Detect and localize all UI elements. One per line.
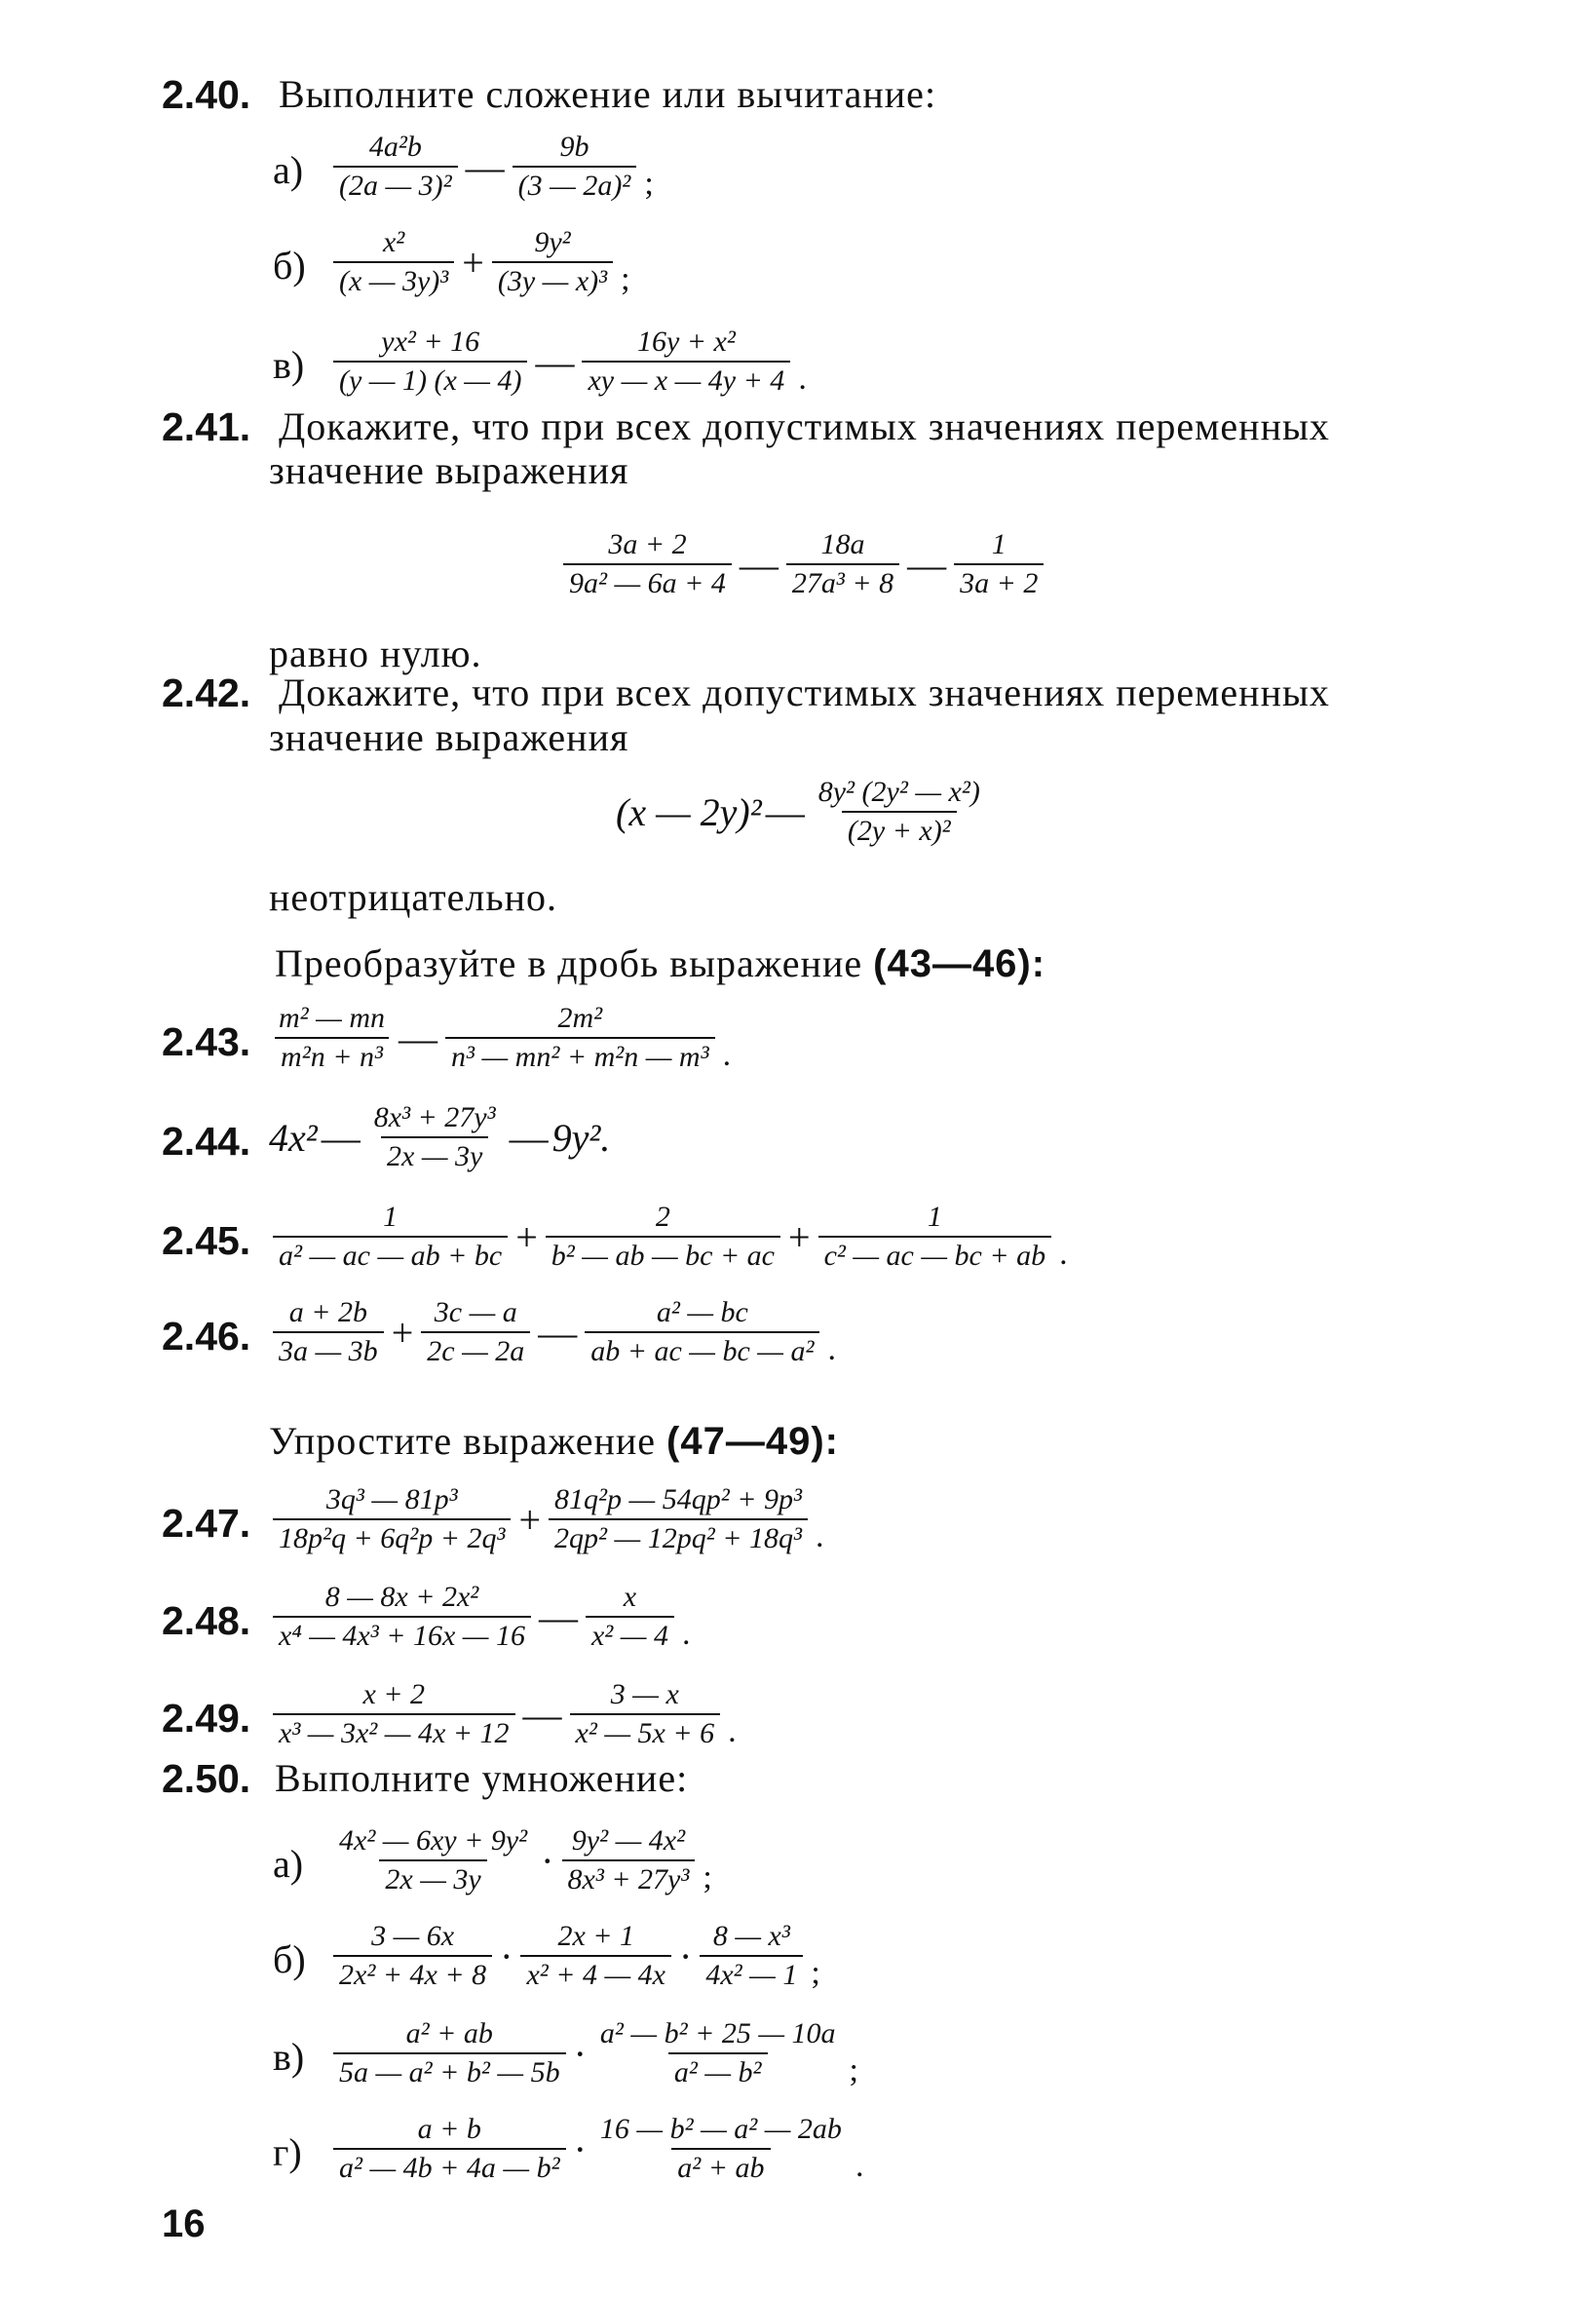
expression: $\frac{a + 2b}{3a — 3b}$ + $\frac{3c — a}{2c — 2a}$ — $\frac{\text{a² — bc}}{\text{ab + ac — bc — a²}}$ . — [269, 1296, 836, 1368]
fraction: $\frac{\text{3q³ — 81p³}}{\text{18p²q + 6q²p + 2q³}}$ — [273, 1483, 511, 1555]
problem-number: 2.45. — [162, 1218, 251, 1263]
fraction: $\frac{\text{2m²}}{\text{n³ — mn² + m²n — m³}}$ — [445, 1002, 715, 1074]
problem-number: 2.44. — [162, 1119, 251, 1164]
fraction: $\frac{x + 2}{\text{x³ — 3x² — 4x + 12}}$ — [273, 1678, 515, 1750]
expression: $\frac{\text{m² — mn}}{\text{m²n + n³}}$ — $\frac{\text{2m²}}{\text{n³ — mn² + m²n — m³}}$ . — [269, 1002, 731, 1074]
problem-text: значение выражения — [269, 715, 629, 759]
fraction: $\frac{\text{a² + ab}}{\text{5a — a² + b² — 5b}}$ — [333, 2017, 566, 2089]
fraction: $\frac{1}{3a + 2}$ — [954, 528, 1044, 600]
expression: $\frac{1}{\text{a² — ac — ab + bc}}$ + $\frac{2}{\text{b² — ab — bc + ac}}$ + $\frac{1}{\text{c² — ac — bc + ab}}$ . — [269, 1201, 1068, 1273]
item-label: г) — [273, 2130, 302, 2174]
fraction: $\frac{a + b}{\text{a² — 4b + 4a — b²}}$ — [333, 2113, 566, 2185]
fraction: $\frac{2x + 1}{\text{x² + 4 — 4x}}$ — [520, 1920, 671, 1992]
problem-number: 2.46. — [162, 1314, 251, 1359]
fraction: $\frac{\text{8 — x³}}{\text{4x² — 1}}$ — [700, 1920, 803, 1992]
fraction: $\frac{\text{4x² — 6xy + 9y²}}{2x — 3y}$ — [339, 1824, 528, 1895]
item-label: б) — [273, 1937, 306, 1981]
page-number: 16 — [162, 2202, 206, 2245]
problem-text: Докажите, что при всех допустимых значениях переменных — [279, 404, 1330, 448]
fraction: $\frac{\text{16y + x²}}{xy — x — 4y + 4}$ — [582, 325, 790, 398]
expression: $\frac{\text{8 — 8x + 2x²}}{\text{x⁴ — 4x³ + 16x — 16}}$ — $\frac{x}{\text{x² — 4}}$ . — [269, 1581, 690, 1653]
section-intro: Упростите выражение (47—49): — [269, 1419, 839, 1463]
problem-text: равно нулю. — [269, 632, 482, 675]
fraction: $\frac{\text{8y² (2y² — x²)}}{\text{(2y + x)²}}$ — [817, 776, 980, 847]
expression: 4x² — $\frac{\text{8x³ + 27y³}}{2x — 3y}$ — 9y². — [269, 1101, 611, 1172]
problem-text: неотрицательно. — [269, 875, 557, 919]
fraction: $\frac{\text{m² — mn}}{\text{m²n + n³}}$ — [273, 1002, 391, 1074]
expression: (x — 2y)² — $\frac{\text{8y² (2y² — x²)}}{\text{(2y + x)²}}$ — [616, 776, 990, 848]
expression: $\frac{\text{4a²b}}{\text{(2a — 3)²}}$ — $\frac{9b}{\text{(3 — 2a)²}}$ ; — [329, 131, 654, 203]
problem-text: Выполните умножение: — [275, 1756, 689, 1800]
fraction: $\frac{\text{81q²p — 54qp² + 9p³}}{\text{2qp² — 12pq² + 18q³}}$ — [549, 1483, 808, 1555]
expression: $\frac{3 — 6x}{\text{2x² + 4x + 8}}$ · $\frac{2x + 1}{\text{x² + 4 — 4x}}$ · $\frac{\text{8 — x³}}{\text{4x² — 1}}$ ; — [329, 1920, 820, 1992]
fraction: $\frac{\text{9y²}}{\text{(3y — x)³}}$ — [492, 226, 613, 298]
problem-number: 2.49. — [162, 1696, 251, 1741]
fraction: $\frac{\text{a² — b² + 25 — 10a}}{\text{a² — b²}}$ — [599, 2017, 836, 2088]
fraction: $\frac{\text{4a²b}}{\text{(2a — 3)²}}$ — [333, 131, 458, 203]
problem-number: 2.48. — [162, 1598, 251, 1643]
problem-number: 2.42. — [162, 670, 251, 715]
fraction: $\frac{\text{8x³ + 27y³}}{2x — 3y}$ — [373, 1101, 496, 1172]
problem-number: 2.41. — [162, 404, 251, 449]
fraction: $\frac{\text{8 — 8x + 2x²}}{\text{x⁴ — 4x³ + 16x — 16}}$ — [273, 1581, 531, 1653]
expression: $\frac{x + 2}{\text{x³ — 3x² — 4x + 12}}$ — $\frac{3 — x}{\text{x² — 5x + 6}}$ . — [269, 1678, 737, 1750]
fraction: $\frac{\text{a² — bc}}{\text{ab + ac — bc — a²}}$ — [585, 1296, 819, 1368]
section-intro: Преобразуйте в дробь выражение (43—46): — [275, 941, 1046, 985]
fraction: $\frac{3 — 6x}{\text{2x² + 4x + 8}}$ — [333, 1920, 492, 1992]
expression: $\frac{\text{a² + ab}}{\text{5a — a² + b² — 5b}}$ · $\frac{\text{a² — b² + 25 — 10a}}{\text{a² — b²}}$ ; — [329, 2017, 858, 2089]
expression: $\frac{\text{x²}}{\text{(x — 3y)³}}$ + $\frac{\text{9y²}}{\text{(3y — x)³}}$ ; — [329, 226, 630, 298]
problem-number: 2.47. — [162, 1501, 251, 1546]
expression: $\frac{\text{4x² — 6xy + 9y²}}{2x — 3y}$ · $\frac{\text{9y² — 4x²}}{\text{8x³ + 27y³}}$ ; — [329, 1824, 712, 1896]
problem-number: 2.40. — [162, 72, 251, 117]
expression: $\frac{\text{yx² + 16}}{(y — 1) (x — 4)}$ — $\frac{\text{16y + x²}}{xy — x — 4y + 4}$ . — [329, 325, 807, 398]
problem-text: значение выражения — [269, 448, 629, 492]
fraction: $\frac{a + 2b}{3a — 3b}$ — [273, 1296, 384, 1368]
fraction: $\frac{\text{x²}}{\text{(x — 3y)³}}$ — [333, 226, 454, 298]
item-label: в) — [273, 343, 305, 387]
fraction: $\frac{\text{16 — b² — a² — 2ab}}{\text{a² + ab}}$ — [599, 2113, 842, 2184]
fraction: $\frac{\text{9y² — 4x²}}{\text{8x³ + 27y³}}$ — [562, 1824, 696, 1896]
fraction: $\frac{3c — a}{2c — 2a}$ — [421, 1296, 530, 1368]
fraction: $\frac{\text{yx² + 16}}{(y — 1) (x — 4)}$ — [333, 325, 527, 398]
item-label: б) — [273, 244, 306, 287]
expression: $\frac{\text{3q³ — 81p³}}{\text{18p²q + 6q²p + 2q³}}$ + $\frac{\text{81q²p — 54qp² + 9p³}}{\text{2qp² — 12pq² + 18q³}}$ . — [269, 1483, 823, 1555]
fraction: $\frac{1}{\text{a² — ac — ab + bc}}$ — [273, 1201, 508, 1273]
expression: $\frac{3a + 2}{\text{9a² — 6a + 4}}$ — $\frac{18a}{\text{27a³ + 8}}$ — $\frac{1}{3a + 2}$ — [559, 528, 1047, 600]
problem-text: Докажите, что при всех допустимых значениях переменных — [279, 670, 1330, 714]
fraction: $\frac{3a + 2}{\text{9a² — 6a + 4}}$ — [563, 528, 732, 600]
fraction: $\frac{9b}{\text{(3 — 2a)²}}$ — [513, 131, 637, 203]
fraction: $\frac{2}{\text{b² — ab — bc + ac}}$ — [546, 1201, 780, 1273]
fraction: $\frac{x}{\text{x² — 4}}$ — [586, 1581, 674, 1653]
item-label: в) — [273, 2035, 305, 2079]
item-label: а) — [273, 148, 304, 192]
fraction: $\frac{1}{\text{c² — ac — bc + ab}}$ — [818, 1201, 1052, 1273]
fraction: $\frac{18a}{\text{27a³ + 8}}$ — [786, 528, 899, 600]
fraction: $\frac{3 — x}{\text{x² — 5x + 6}}$ — [570, 1678, 721, 1750]
item-label: а) — [273, 1842, 304, 1886]
problem-text: Выполните сложение или вычитание: — [279, 72, 937, 116]
problem-number: 2.43. — [162, 1019, 251, 1064]
expression: $\frac{a + b}{\text{a² — 4b + 4a — b²}}$ · $\frac{\text{16 — b² — a² — 2ab}}{\text{a² + ab}}$ . — [329, 2113, 863, 2185]
problem-number: 2.50. — [162, 1756, 251, 1801]
